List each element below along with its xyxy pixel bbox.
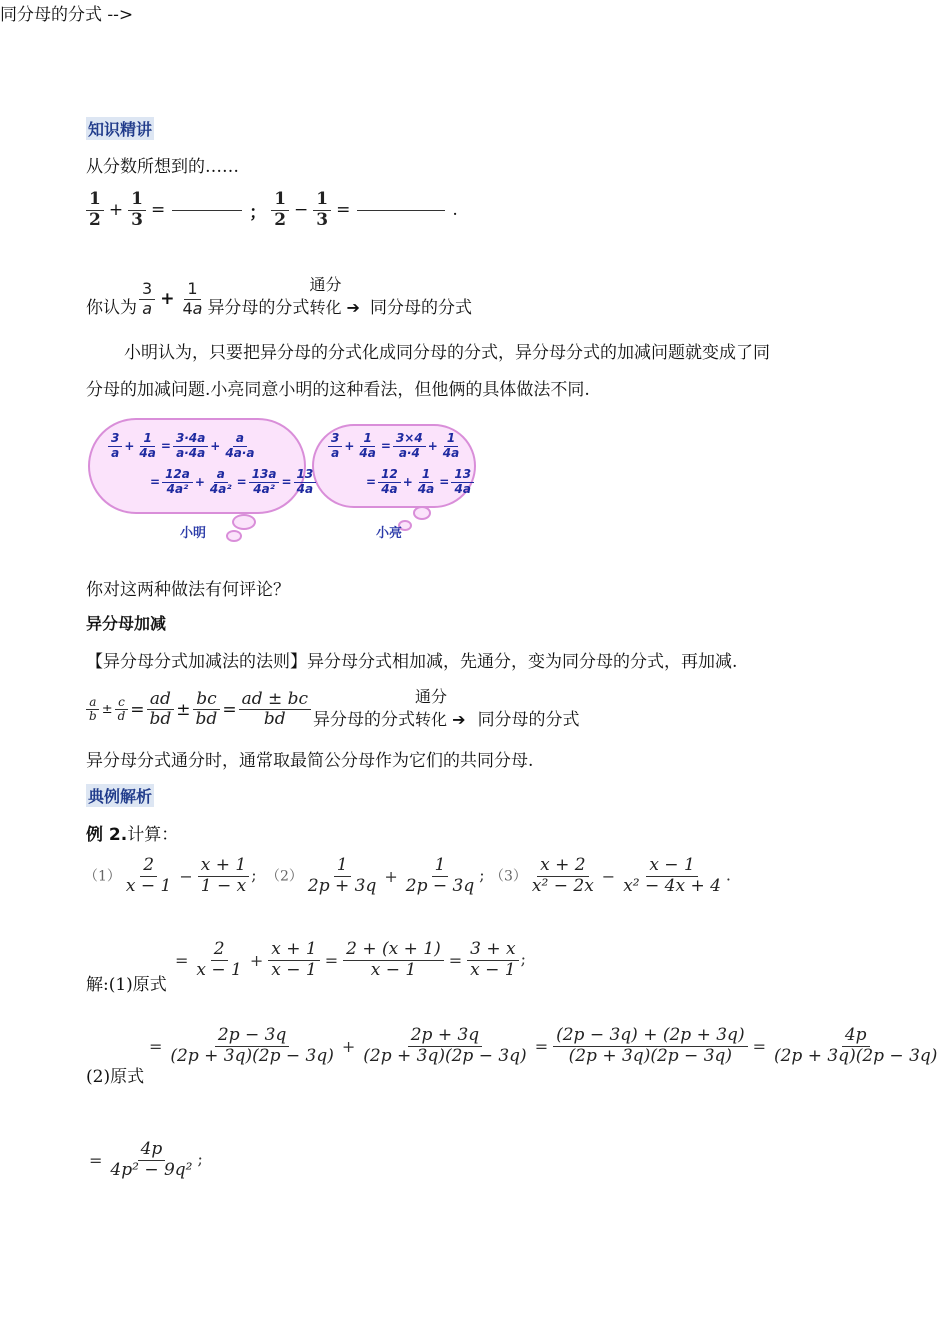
fraction: $\frac{2p + 3q}{(2p + 3q)(2p - 3q)}$ xyxy=(363,1025,527,1066)
xiaoming-step-2: = $\frac{12a}{\text{4a²}}$ + $\frac{a}{\text{4a²}}$ = $\frac{13a}{\text{4a²}}$ = $\frac{13}{4a}$ xyxy=(150,468,318,497)
solution-2-label: (2)原式 xyxy=(86,1067,145,1087)
problem-2: （2） $\frac{1}{2p + 3q}$ + $\frac{1}{2p - 3q}$ ; xyxy=(266,855,485,896)
thought-bubble xyxy=(226,530,242,542)
fraction: $\frac{2 + (x + 1)}{x - 1}$ xyxy=(343,940,444,980)
rule-label: 【异分母分式加减法的法则】 xyxy=(86,652,307,672)
solution-2-final: = $\frac{4p}{\text{4p² − 9q²}}$ ; xyxy=(89,1139,203,1180)
common-denominator-note: 异分母分式通分时，通常取最简公分母作为它们的共同分母. xyxy=(86,751,534,771)
intro-line: 从分数所想到的…… xyxy=(86,157,239,177)
solution-1-label: 解:(1)原式 xyxy=(86,975,167,995)
paragraph-line-1: 小明认为，只要把异分母的分式化成同分母的分式，异分母分式的加减问题就变成了同 xyxy=(124,343,770,363)
cloud-caption-xiaoming: 小明 xyxy=(180,526,207,541)
fraction: $\frac{4p}{\text{4p² − 9q²}}$ xyxy=(110,1139,193,1180)
problem-1: （1） $\frac{2}{x - 1}$ − $\frac{x + 1}{1 - x}$ ; xyxy=(84,855,257,896)
thought-bubble xyxy=(232,514,256,530)
conversion-arrow: 通分 转化 ➔ xyxy=(415,687,466,729)
fraction: $\frac{1}{2p - 3q}$ xyxy=(405,855,475,896)
answer-blank xyxy=(357,210,445,211)
fraction: $\frac{(2p - 3q) + (2p + 3q)}{(2p + 3q)(2p - 3q)}$ xyxy=(553,1026,747,1066)
fraction: $\frac{1}{3}$ xyxy=(313,190,331,230)
fraction-exercise: $\frac{1}{2}$ + $\frac{1}{3}$ = ； $\frac{1}{2}$ − $\frac{1}{3}$ = . xyxy=(84,190,461,230)
fraction: $\frac{x + 1}{1 - x}$ xyxy=(198,856,249,896)
fraction: $\frac{x + 2}{\text{x² − 2x}}$ xyxy=(531,855,594,896)
fraction: $\frac{bc}{bd}$ xyxy=(193,690,221,730)
conversion-arrow: 通分 转化 ➔ xyxy=(309,275,360,317)
fraction: $\frac{x - 1}{\text{x² − 4x + 4}}$ xyxy=(623,855,721,896)
fraction: $\frac{a}{b}$ xyxy=(86,696,100,725)
rule-text: 异分母分式相加减，先通分，变为同分母的分式，再加减. xyxy=(307,652,738,672)
transform-from: 异分母的分式 xyxy=(207,298,310,318)
question-text: 你对这两种做法有何评论？ xyxy=(86,580,290,600)
problem-3: （3） $\frac{x + 2}{\text{x² − 2x}}$ − $\frac{x - 1}{\text{x² − 4x + 4}}$ . xyxy=(490,855,732,896)
fraction: $\frac{c}{d}$ xyxy=(115,696,129,725)
fraction: $\frac{3 + x}{x - 1}$ xyxy=(467,940,518,980)
section-title-unlike: 异分母加减 xyxy=(86,614,167,633)
rule-line xyxy=(86,647,737,672)
answer-blank xyxy=(172,210,242,211)
transform-line: 你认为 $\frac{3}{a}$ + $\frac{1}{4a}$ 异分母的分式 通分 转化 ➔ 同分母的分式 xyxy=(86,272,472,318)
paragraph-line-2: 分母的加减问题.小亮同意小明的这种看法，但他俩的具体做法不同. xyxy=(86,380,590,400)
fraction: $\frac{1}{2}$ xyxy=(271,190,289,230)
solution-1-steps: = $\frac{2}{x - 1}$ + $\frac{x + 1}{x - 1}$ = $\frac{2 + (x + 1)}{x - 1}$ = $\frac{3 + x}{x - 1}$ ; xyxy=(175,939,527,980)
rule-formula-from: 异分母的分式 xyxy=(313,710,416,730)
fraction: $\frac{2p - 3q}{(2p + 3q)(2p - 3q)}$ xyxy=(170,1025,334,1066)
example-text: 计算： xyxy=(127,825,179,845)
fraction: $\frac{1}{2p + 3q}$ xyxy=(307,855,377,896)
rule-formula: $\frac{a}{b}$ ± $\frac{c}{d}$ = $\frac{ad}{bd}$ ± $\frac{bc}{bd}$ = $\frac{ad \pm bc}{bd}$ 异分母的分式 通分 转化 ➔ 同分母的分式 xyxy=(84,684,580,730)
fraction: $\frac{2}{x - 1}$ xyxy=(196,939,242,980)
fraction: $\frac{1}{2}$ xyxy=(86,190,104,230)
fraction: $\frac{4p}{(2p + 3q)(2p - 3q)}$ xyxy=(773,1025,938,1066)
fraction: $\frac{3}{a}$ xyxy=(139,280,155,318)
rule-formula-to: 同分母的分式 xyxy=(477,710,580,730)
transform-prefix: 你认为 xyxy=(86,298,137,318)
section-title-examples: 典例解析 xyxy=(86,784,154,807)
cloud-caption-xiaoliang: 小亮 xyxy=(376,526,403,541)
fraction: $\frac{x + 1}{x - 1}$ xyxy=(268,940,319,980)
example-heading xyxy=(86,820,178,845)
solution-2-steps: = $\frac{2p - 3q}{(2p + 3q)(2p - 3q)}$ + $\frac{2p + 3q}{(2p + 3q)(2p - 3q)}$ = $\frac{(2p - 3q) + (2p + 3q)}{(2p + 3q)(2p - 3q)}$ = $\frac{4p}{(2p + 3q)(2p - 3q)}$ xyxy=(146,1026,942,1066)
thought-bubble xyxy=(413,506,431,520)
xiaoliang-step-1: $\frac{3}{a}$ + $\frac{1}{4a}$ = $\frac{3\times 4}{a\cdot 4}$ + $\frac{1}{4a}$ xyxy=(326,432,464,461)
fraction: $\frac{ad \pm bc}{bd}$ xyxy=(239,690,311,730)
transform-to: 同分母的分式 xyxy=(369,298,472,318)
section-title-knowledge: 知识精讲 xyxy=(86,117,154,140)
example-label: 例 2. xyxy=(86,825,128,845)
fraction: $\frac{1}{4a}$ xyxy=(182,279,203,318)
fraction: $\frac{2}{x - 1}$ xyxy=(125,855,172,896)
xiaoming-step-1: $\frac{3}{a}$ + $\frac{1}{4a}$ = $\frac{3\cdot 4a}{a\cdot 4a}$ + $\frac{a}{4a\cdot a}$ xyxy=(106,432,259,461)
fraction: $\frac{ad}{bd}$ xyxy=(147,690,175,730)
fraction: $\frac{1}{3}$ xyxy=(128,190,146,230)
xiaoliang-step-2: = $\frac{12}{4a}$ + $\frac{1}{4a}$ = $\frac{13}{4a}$ xyxy=(366,468,476,497)
